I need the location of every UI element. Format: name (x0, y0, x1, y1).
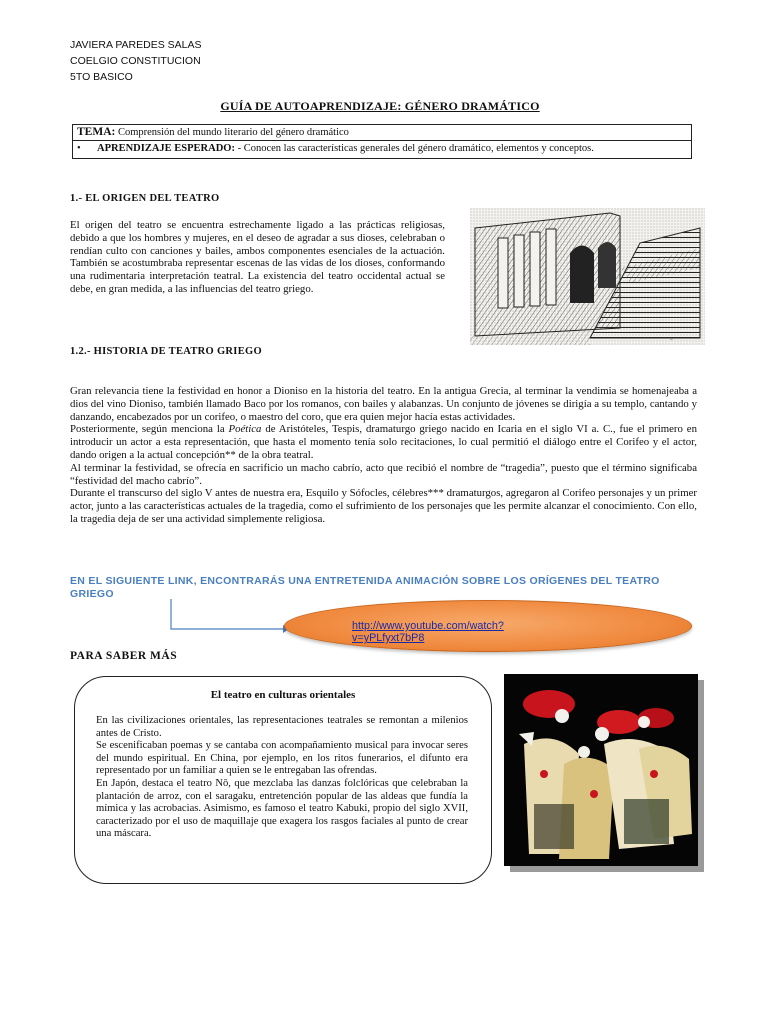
kabuki-photo (504, 674, 698, 866)
aprendizaje-row (73, 141, 691, 158)
link-section-heading: EN EL SIGUIENTE LINK, ENCONTRARÁS UNA ENTRETENIDA ANIMACIÓN SOBRE LOS ORÍGENES DEL TEATRO GRIEGO (70, 575, 660, 600)
kabuki-performers-image (504, 674, 698, 866)
section2-heading: 1.2.- HISTORIA DE TEATRO GRIEGO (70, 346, 262, 357)
oriental-theater-title: El teatro en culturas orientales (210, 689, 356, 701)
tema-table (72, 124, 692, 159)
aprendizaje-text: - Conocen las características generales del género dramático, elementos y conceptos. (237, 143, 594, 154)
section2-p2-start: Posteriormente, según menciona la (70, 423, 229, 436)
youtube-link-line2: v=yPLfyxt7bP8 (352, 632, 425, 644)
oriental-theater-text (96, 715, 468, 841)
section2-p2 (70, 423, 697, 461)
greek-theater-illustration (470, 208, 705, 345)
section1-paragraph: El origen del teatro se encuentra estrechamente ligado a las prácticas religiosas, debido a que los hombres y mujeres, en el deseo de agradar a sus dioses, celebraban o rendían culto con canciones y bailes, ambos componentes esenciales de la actuación. También se acostumbraba representar escenas de las vidas de los dioses, conformando una rudimentaria interpretación teatral. La existencia del teatro occidental actual se debe, en gran medida, a las influencias del teatro griego. (70, 219, 445, 295)
arrow-connector-icon (165, 597, 290, 635)
tema-label: TEMA: (77, 126, 116, 138)
school-name: COELGIO CONSTITUCION (70, 55, 201, 67)
bullet-icon: • (77, 143, 81, 154)
section2-p4: Durante el transcurso del siglo V antes de nuestra era, Esquilo y Sófocles, célebres*** dramaturgos, agregaron al Corifeo personajes y un primer actor, junto a las características actuales de la tragedia, como el sufrimiento de los personajes que les permite alcanzar el conocimiento. Con ello, la tragedia deja de ser una actividad simplemente religiosa. (70, 487, 697, 525)
student-name: JAVIERA PAREDES SALAS (70, 39, 202, 51)
section2-p1: Gran relevancia tiene la festividad en honor a Dioniso en la historia del teatro. En la antigua Grecia, al terminar la vendimia se homenajeaba a dios del vino Dioniso, también llamado Baco por los romanos, con bailes y alabanzas. Un conjunto de jóvenes se dirigía a su templo, cantando y danzando, encabezados por un corifeo, o maestro del coro, que era quien mejor hacía estas actividades. (70, 385, 697, 423)
box-p2: Se escenificaban poemas y se cantaba con acompañamiento musical para invocar seres del mundo espiritual. En China, por ejemplo, en los ritos funerarios, el difunto era representado por un familiar a quien se le entregaban las ofrendas. (96, 740, 468, 777)
tema-row (73, 125, 691, 141)
youtube-link-line1: http://www.youtube.com/watch? (352, 620, 504, 632)
section2-p2-end: de Aristóteles, Tespis, dramaturgo griego nacido en Icaria en el siglo VI a. C., fue el primero en introducir un actor a esta representación, que hasta el momento tenía solo recitaciones, lo cual permitió el diálogo entre el Corifeo y el actor, dando origen a la actual concepción** de la obra teatral. (70, 423, 697, 461)
youtube-link[interactable] (352, 620, 504, 644)
box-p1: En las civilizaciones orientales, las representaciones teatrales se remontan a milenios antes de Cristo. (96, 715, 468, 739)
section2-p3: Al terminar la festividad, se ofrecía en sacrificio un macho cabrío, acto que recibió el nombre de “tragedia”, puesto que el término significaba “festividad del macho cabrío”. (70, 461, 697, 487)
section1-heading: 1.- EL ORIGEN DEL TEATRO (70, 193, 220, 204)
section2-text (70, 385, 697, 526)
box-p3: En Japón, destaca el teatro Nō, que mezclaba las danzas folclóricas que celebraban la plantación de arroz, con el saragaku, entretención popular de las aldeas que fundía la mímica y las acrobacias. Asimismo, es famoso el teatro Kabuki, propio del siglo XVII, caracterizado por el uso de maquillaje que exagera los rasgos faciales al punto de crear una máscara. (96, 777, 468, 840)
theater-ruins-drawing (470, 208, 705, 345)
document-title: GUÍA DE AUTOAPRENDIZAJE: GÉNERO DRAMÁTICO (220, 99, 540, 113)
poetica-title: Poética (228, 423, 262, 436)
tema-text: Comprensión del mundo literario del género dramático (117, 127, 349, 138)
grade-level: 5TO BASICO (70, 71, 133, 83)
svg-text:~: ~ (670, 338, 673, 343)
student-header (70, 37, 202, 85)
para-saber-heading: PARA SABER MÁS (70, 650, 178, 662)
aprendizaje-label: APRENDIZAJE ESPERADO: (97, 143, 235, 154)
section1-text (70, 219, 445, 296)
